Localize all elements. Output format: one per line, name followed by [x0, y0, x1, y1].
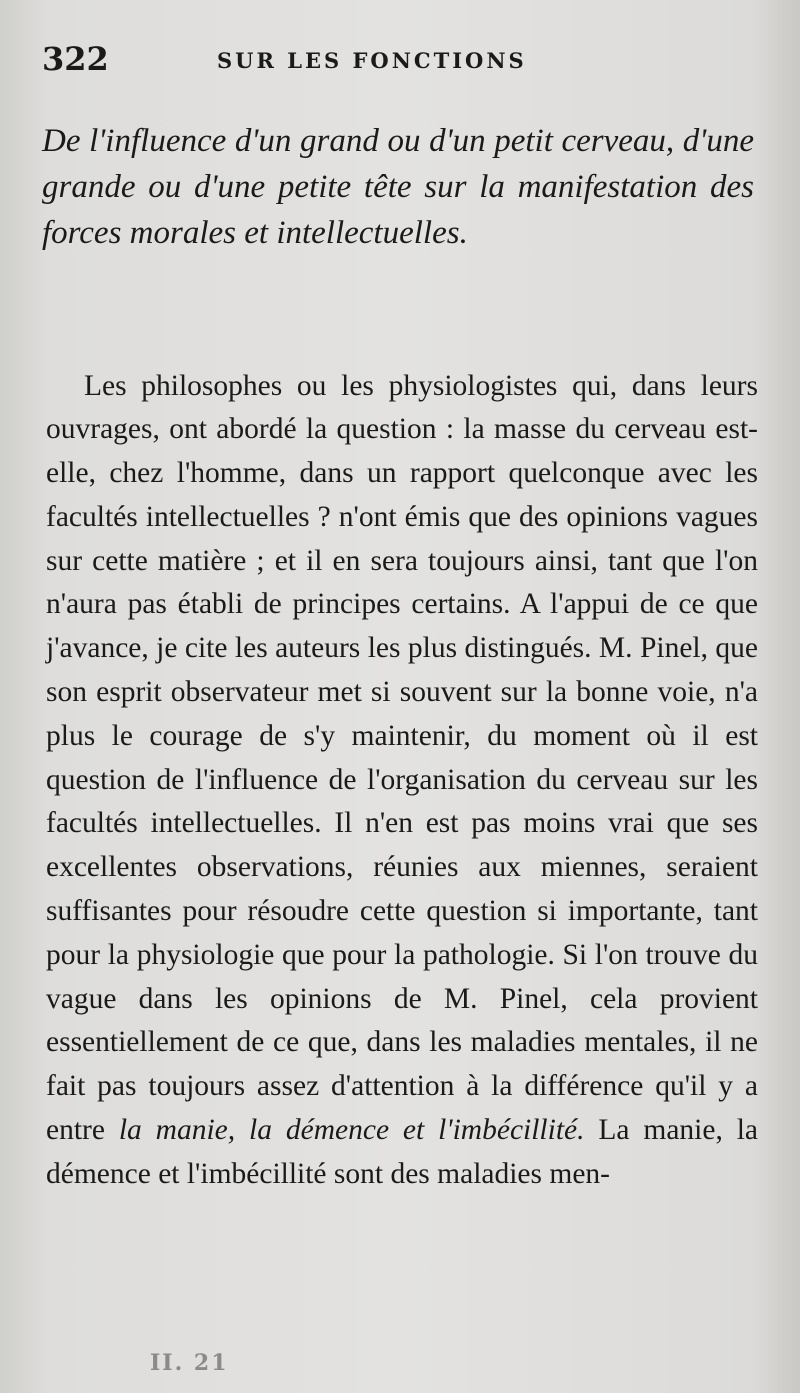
- running-head: SUR LES FONCTIONS: [217, 48, 527, 73]
- page-number: 322: [42, 40, 109, 78]
- section-title: De l'influence d'un grand ou d'un petit cerveau, d'une grande ou d'une petite tête sur la manifestation des forces morales et intellectuelles.: [42, 123, 754, 251]
- body-paragraph: [46, 365, 758, 1197]
- printer-signature: II. 21: [150, 1350, 229, 1376]
- page-header: [42, 40, 758, 80]
- body-text-end: La manie, la démence et l'imbécillité sont des maladies men-: [46, 1114, 759, 1190]
- body-text-start: Les philosophes ou les physiologistes qui, dans leurs ouvrages, ont abordé la question : la masse du cerveau est-elle, chez l'homme, dans un rapport quelconque avec les facultés intellectuelles ? n'ont émis que des opinions vagues sur cette matière ; et il en sera toujours ainsi, tant que l'on n'aura pas établi de principes certains. A l'appui de ce que j'avance, je cite les auteurs les plus distingués. M. Pinel, que son esprit observateur met si souvent sur la bonne voie, n'a plus le courage de s'y maintenir, du moment où il est question de l'influence de l'organisation du cerveau sur les facultés intellectuelles. Il n'en est pas moins vrai que ses excellentes observations, réunies aux miennes, seraient suffisantes pour résoudre cette question si importante, tant pour la physiologie que pour la pathologie. Si l'on trouve du vague dans les opinions de M. Pinel, cela provient essentiellement de ce que, dans les maladies mentales, il ne fait pas toujours assez d'attention à la différence qu'il y a entre: [46, 369, 758, 1147]
- italic-terms: la manie, la démence et l'imbécillité.: [118, 1114, 585, 1147]
